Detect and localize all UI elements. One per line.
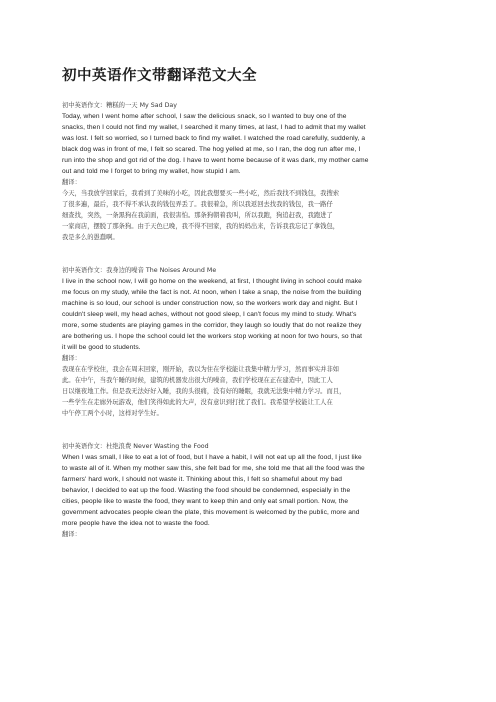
section-heading: 初中英语作文：我身边的噪音 The Noises Around Me [62, 267, 217, 274]
chinese-line: 我现在在学校住，我会在周末回家，刚开始，我以为住在学校能让我集中精力学习，然而事实并非如 [62, 366, 340, 373]
chinese-line: 细查找，突然，一条黑狗在我前面，我很害怕。那条狗朝着我叫，所以我跑，狗追赶我，我跑进了 [62, 212, 333, 219]
essay-section [62, 100, 438, 243]
english-line: more people have the idea not to waste the food. [62, 520, 210, 527]
english-line: When I was small, I like to eat a lot of food, but I have a habit, I will not eat up all the food, I just like [62, 454, 362, 461]
english-line: farmers' hard work, I should not waste it. Thinking about this, I felt so shameful about my bad [62, 476, 343, 483]
english-line: me focus on my study, while the fact is not. At noon, when I take a snap, the noise from the building [62, 289, 362, 296]
english-line: machine is so loud, our school is under construction now, so the workers work day and night. But I [62, 300, 358, 307]
chinese-line: 一些学生在走廊外玩游戏，他们笑得如此的大声，没有意识到打扰了我们。我希望学校能让工人在 [62, 399, 333, 406]
document-body [62, 100, 438, 540]
chinese-line: 今天，当我放学回家后，我看到了美味的小吃，因此我想要买一些小吃，然后我找不到钱包，我搜索 [62, 190, 340, 197]
english-line: more, some students are playing games in the corridor, they laugh so loudly that do not realize they [62, 322, 362, 329]
english-line: black dog was in front of me, I felt so scared. The hog yelled at me, so I ran, the dog run after me, I [62, 146, 361, 153]
english-line: I live in the school now, I will go home on the weekend, at first, I thought living in school could make [62, 278, 362, 285]
english-line: was lost. I felt so worried, so I turned back to find my wallet. I watched the road carefully, suddenly, a [62, 135, 366, 142]
document-title: 初中英语作文带翻译范文大全 [62, 68, 257, 84]
english-line: to waste all of it. When my mother saw this, she felt bad for me, she told me that all the food was the [62, 465, 365, 472]
chinese-line: 我是多么的愚蠢啊。 [62, 234, 119, 241]
chinese-line: 了很多遍，最后，我不得不承认我的钱包弄丢了。我很着急，所以我返回去找我的钱包，我一路仔 [62, 201, 333, 208]
translation-label: 翻译： [62, 179, 81, 186]
english-line: are bothering us. I hope the school could let the workers stop working at noon for two hours, so that [62, 333, 363, 340]
section-heading: 初中英语作文：杜绝浪费 Never Wasting the Food [62, 443, 209, 450]
section-heading: 初中英语作文：糟糕的一天 My Sad Day [62, 102, 178, 109]
english-line: cities, people like to waste the food, they want to keep thin and only eat small portion. Now, the [62, 498, 349, 505]
translation-label: 翻译： [62, 531, 81, 538]
english-line: government advocates people clean the plate, this movement is welcomed by the public, more and [62, 509, 360, 516]
chinese-line: 此。在中午，当我午睡的时候，建筑的机器发出很大的噪音，我们学校现在正在建造中，因此工人 [62, 377, 333, 384]
chinese-line: 日以继夜地工作。但是我无法好好入睡，我的头很痛，没有好的睡眠，我就无法集中精力学习。而且， [62, 388, 346, 395]
translation-label: 翻译： [62, 355, 81, 362]
english-line: behavior, I decided to eat up the food. Wasting the food should be condemned, especially in the [62, 487, 351, 494]
english-line: Today, when I went home after school, I saw the delicious snack, so I wanted to buy one of the [62, 113, 347, 120]
english-line: snacks, then I could not find my wallet, I searched it many times, at last, I had to admit that my wallet [62, 124, 366, 131]
english-line: it will be good to students. [62, 344, 141, 351]
english-line: run into the shop and got rid of the dog. I have to went home because of it was dark, my mother came [62, 157, 369, 164]
essay-section [62, 265, 438, 419]
chinese-line: 一家商店，摆脱了那条狗。由于天色已晚，我不得不回家，我的妈妈出来，告诉我我忘记了拿钱包， [62, 223, 340, 230]
chinese-line: 中午停工两个小时，这样对学生好。 [62, 410, 163, 417]
english-line: out and told me I forget to bring my wallet, how stupid I am. [62, 168, 241, 175]
essay-section [62, 441, 438, 540]
english-line: couldn't sleep well, my head aches, without not good sleep, I can't focus my mind to study. What's [62, 311, 357, 318]
